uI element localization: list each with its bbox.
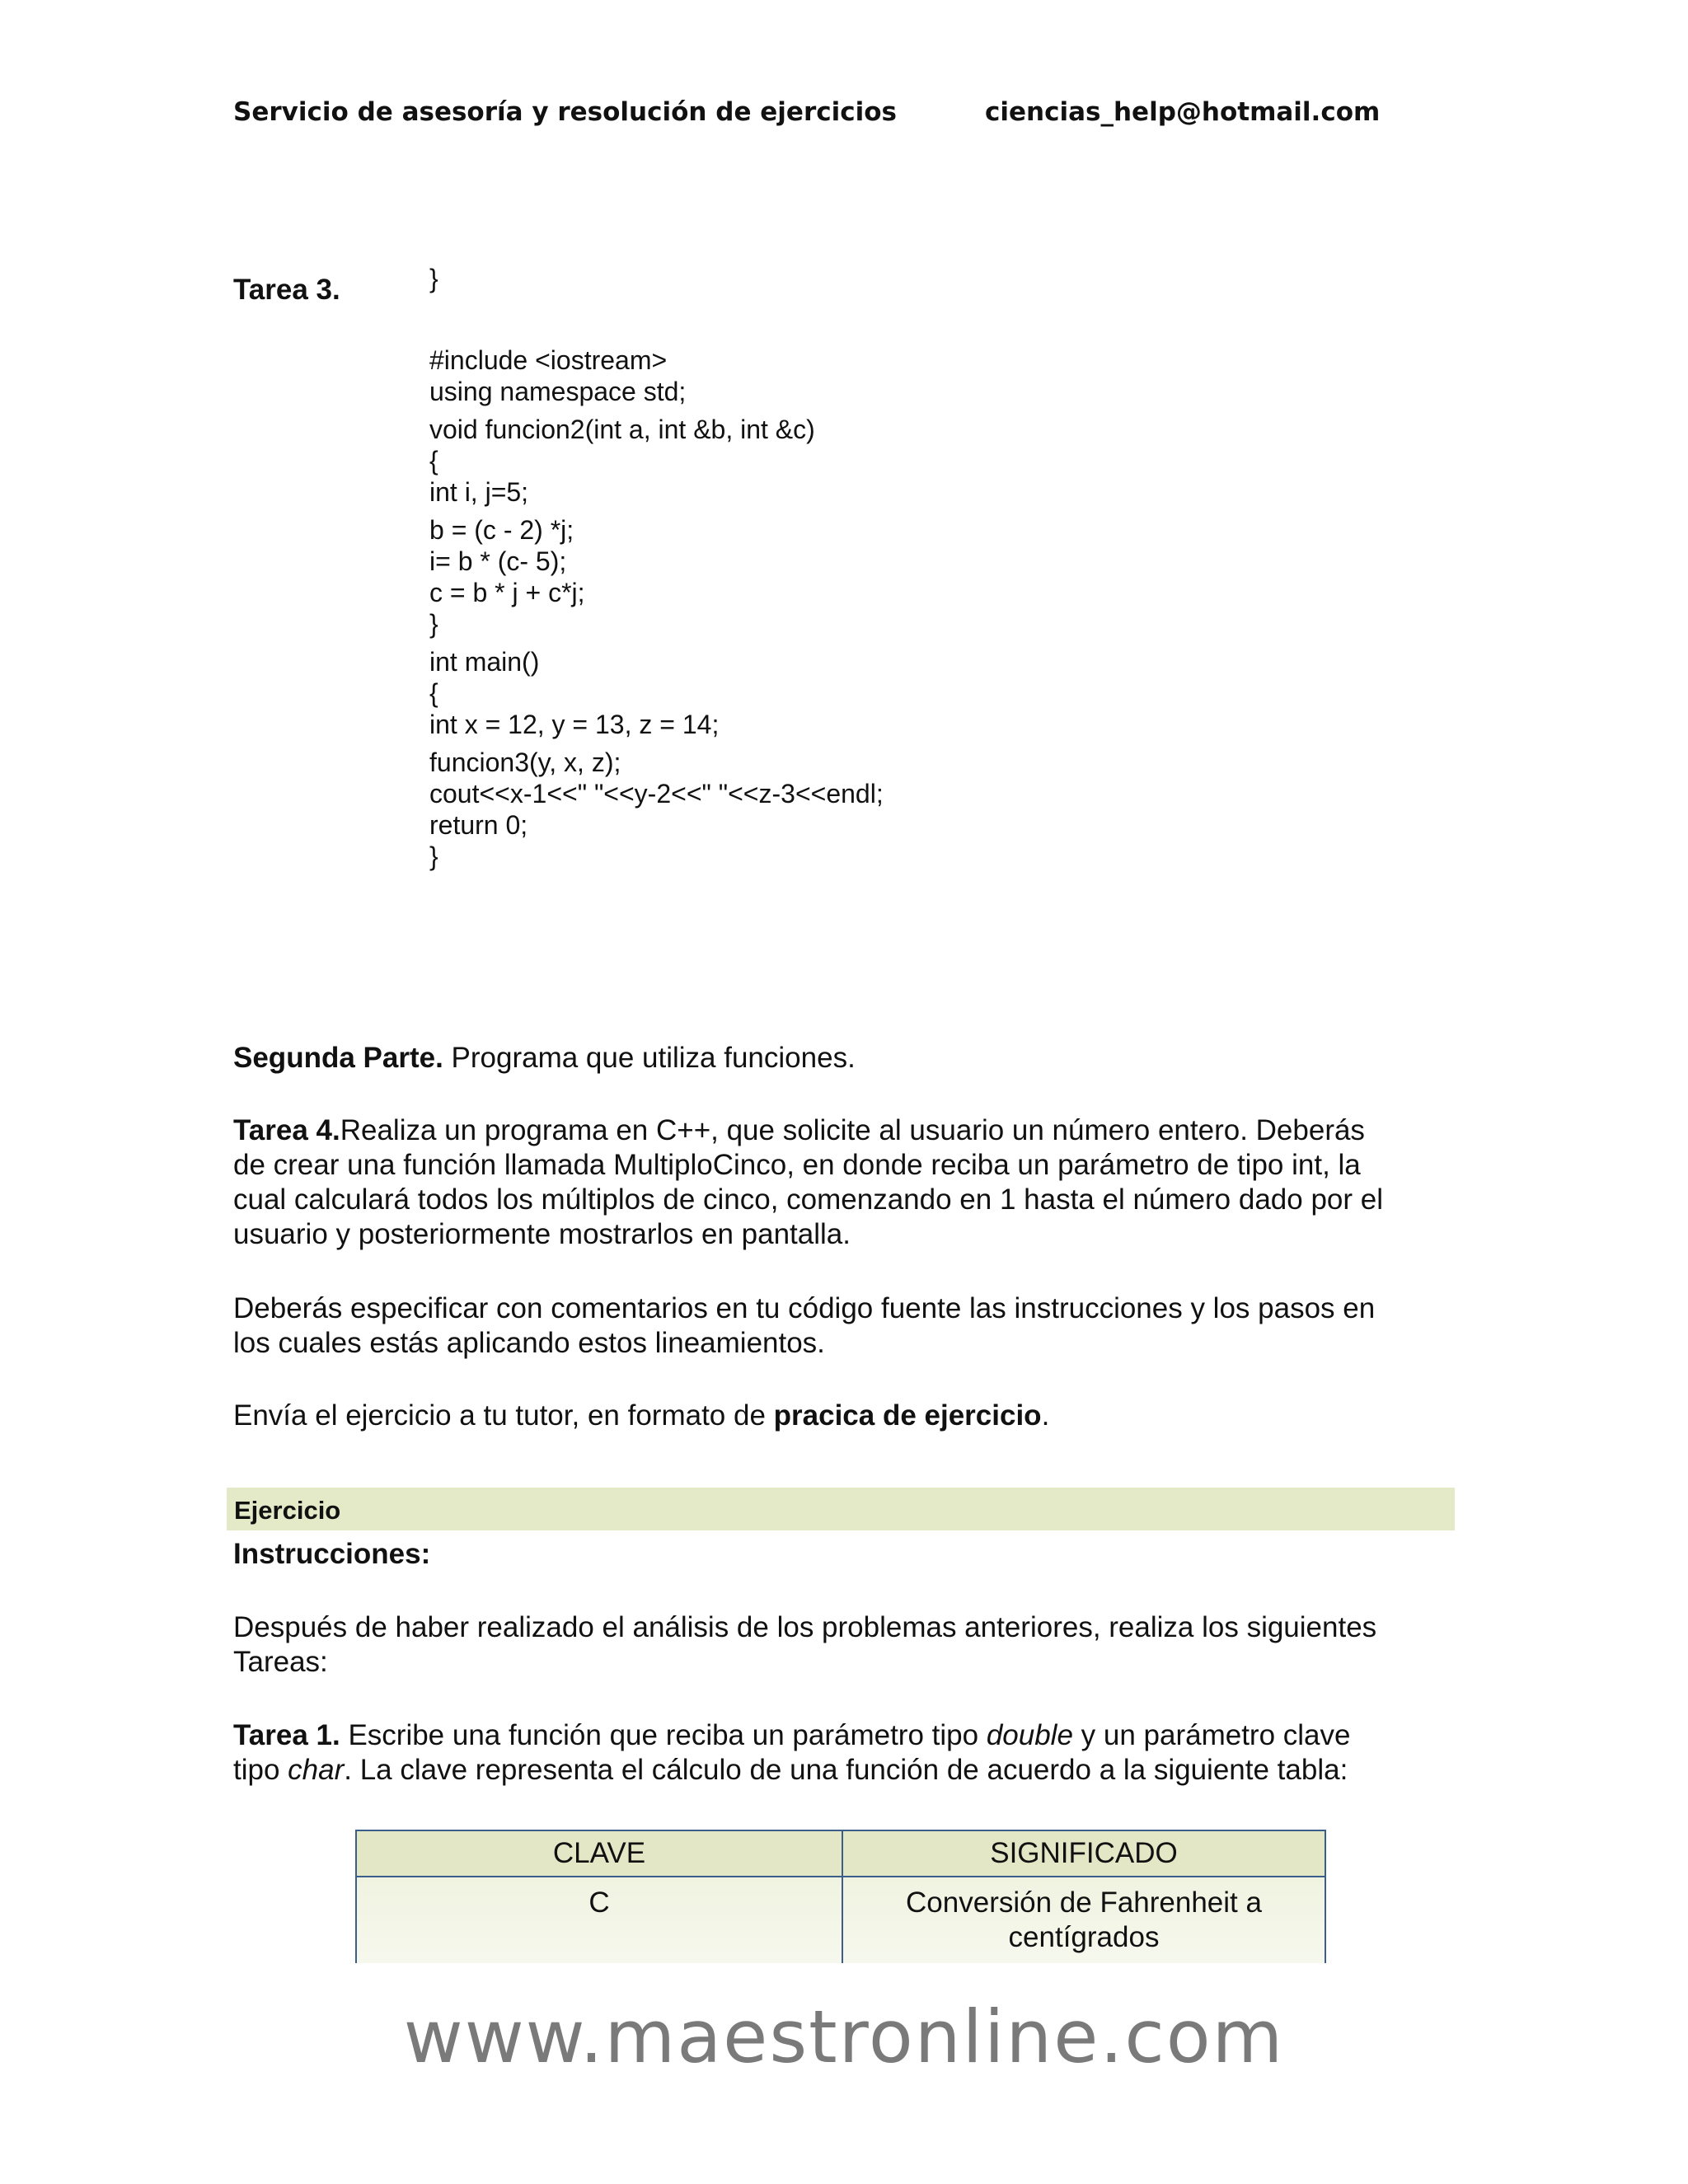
cell-significado: Conversión de Fahrenheit a centígrados <box>842 1877 1325 1963</box>
header-clave: CLAVE <box>356 1830 842 1877</box>
page-header <box>233 97 1486 137</box>
type-char: char <box>288 1754 345 1786</box>
segunda-parte-text: Programa que utiliza funciones. <box>443 1042 856 1074</box>
code-line: using namespace std; <box>429 377 687 406</box>
comentarios-line-1: Deberás especificar con comentarios en tu código fuente las instrucciones y los pasos en <box>233 1292 1376 1324</box>
tarea4-line-1: Tarea 4.Realiza un programa en C++, que solicite al usuario un número entero. Deberás <box>233 1114 1365 1146</box>
tarea3-code-block <box>429 344 884 872</box>
ejercicio-section-bar <box>227 1488 1455 1530</box>
code-line: c = b * j + c*j; <box>429 578 585 607</box>
code-line <box>429 407 884 414</box>
tarea4-label: Tarea 4. <box>233 1114 340 1146</box>
tarea1-line-1: Tarea 1. Escribe una función que reciba un parámetro tipo double y un parámetro clave <box>233 1719 1351 1751</box>
code-line: } <box>429 841 438 871</box>
code-line: #include <iostream> <box>429 345 668 375</box>
tarea4-paragraph <box>233 1113 1453 1252</box>
table-row <box>356 1877 1325 1963</box>
code-line: int x = 12, y = 13, z = 14; <box>429 710 720 739</box>
tarea1-label: Tarea 1. <box>233 1719 340 1751</box>
comentarios-paragraph <box>233 1291 1453 1361</box>
code-line: int i, j=5; <box>429 477 529 507</box>
segunda-parte-label: Segunda Parte. <box>233 1042 443 1074</box>
header-significado: SIGNIFICADO <box>842 1830 1325 1877</box>
code-line: funcion3(y, x, z); <box>429 748 621 777</box>
cell-clave: C <box>356 1877 842 1963</box>
envia-paragraph: Envía el ejercicio a tu tutor, en formato de pracica de ejercicio. <box>233 1399 1050 1432</box>
code-line <box>429 508 884 514</box>
code-line: void funcion2(int a, int &b, int &c) <box>429 415 815 444</box>
ejercicio-label: Ejercicio <box>234 1496 341 1525</box>
tarea1-paragraph <box>233 1718 1453 1788</box>
code-line: } <box>429 264 438 293</box>
clave-table <box>355 1830 1326 1963</box>
despues-line-1: Después de haber realizado el análisis de los problemas anteriores, realiza los siguientes <box>233 1611 1377 1643</box>
code-line <box>429 640 884 646</box>
comentarios-line-2: los cuales estás aplicando estos lineamientos. <box>233 1327 825 1359</box>
code-line <box>429 740 884 747</box>
tarea4-line-3: cual calculará todos los múltiplos de cinco, comenzando en 1 hasta el número dado por el <box>233 1183 1383 1216</box>
type-double: double <box>986 1719 1073 1751</box>
code-line: int main() <box>429 647 540 677</box>
previous-code-fragment <box>429 200 459 357</box>
despues-line-2: Tareas: <box>233 1646 328 1678</box>
tarea4-line-4: usuario y posteriormente mostrarlos en pantalla. <box>233 1218 851 1250</box>
code-line: return 0; <box>429 810 528 840</box>
tarea3-heading: Tarea 3. <box>233 274 340 306</box>
instrucciones-heading: Instrucciones: <box>233 1538 431 1570</box>
code-line: cout<<x-1<<" "<<y-2<<" "<<z-3<<endl; <box>429 779 884 808</box>
despues-paragraph <box>233 1610 1453 1680</box>
header-service-title: Servicio de asesoría y resolución de ejercicios <box>233 97 897 127</box>
code-line: b = (c - 2) *j; <box>429 515 574 545</box>
code-line: } <box>429 609 438 639</box>
code-line: { <box>429 446 438 476</box>
code-line: { <box>429 678 438 708</box>
tarea4-line-2: de crear una función llamada MultiploCinco, en donde reciba un parámetro de tipo int, la <box>233 1149 1361 1181</box>
header-email: ciencias_help@hotmail.com <box>985 97 1381 127</box>
code-line: i= b * (c- 5); <box>429 546 567 576</box>
table-header-row <box>356 1830 1325 1877</box>
segunda-parte-paragraph <box>233 1041 1453 1076</box>
tarea1-line-2: tipo char. La clave representa el cálculo de una función de acuerdo a la siguiente tabla: <box>233 1754 1348 1786</box>
footer-watermark-url: www.maestronline.com <box>403 1994 1285 2079</box>
envia-format-bold: pracica de ejercicio <box>773 1399 1042 1432</box>
